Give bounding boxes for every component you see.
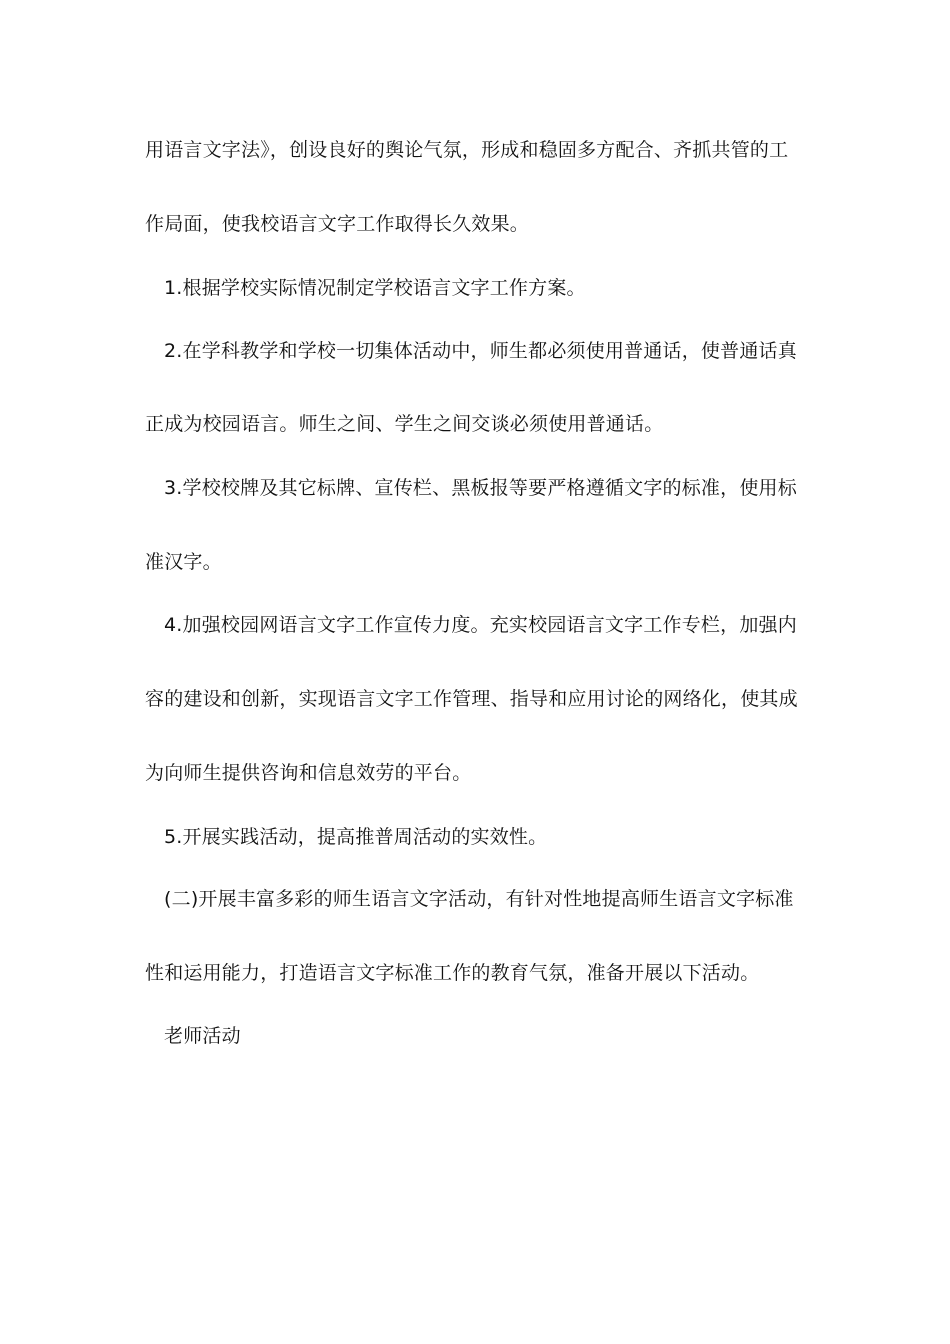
list-item-5: 5.开展实践活动，提高推普周活动的实效性。 xyxy=(164,826,548,848)
paragraph-line: 正成为校园语言。师生之间、学生之间交谈必须使用普通话。 xyxy=(145,413,664,435)
paragraph-line: 用语言文字法》，创设良好的舆论气氛，形成和稳固多方配合、齐抓共管的工 xyxy=(145,139,789,161)
list-item-3: 3.学校校牌及其它标牌、宣传栏、黑板报等要严格遵循文字的标准，使用标 xyxy=(164,477,797,499)
paragraph-line: 为向师生提供咨询和信息效劳的平台。 xyxy=(145,762,472,784)
list-item-1: 1.根据学校实际情况制定学校语言文字工作方案。 xyxy=(164,277,586,299)
list-item-2: 2.在学科教学和学校一切集体活动中，师生都必须使用普通话，使普通话真 xyxy=(164,340,797,362)
subheading-teacher-activities: 老师活动 xyxy=(164,1025,241,1047)
paragraph-line: 性和运用能力，打造语言文字标准工作的教育气氛，准备开展以下活动。 xyxy=(145,962,760,984)
paragraph-line: 准汉字。 xyxy=(145,551,222,573)
section-heading-2: (二)开展丰富多彩的师生语言文字活动，有针对性地提高师生语言文字标准 xyxy=(164,888,794,910)
paragraph-line: 作局面，使我校语言文字工作取得长久效果。 xyxy=(145,213,530,235)
paragraph-line: 容的建设和创新，实现语言文字工作管理、指导和应用讨论的网络化，使其成 xyxy=(145,688,798,710)
list-item-4: 4.加强校园网语言文字工作宣传力度。充实校园语言文字工作专栏，加强内 xyxy=(164,614,797,636)
